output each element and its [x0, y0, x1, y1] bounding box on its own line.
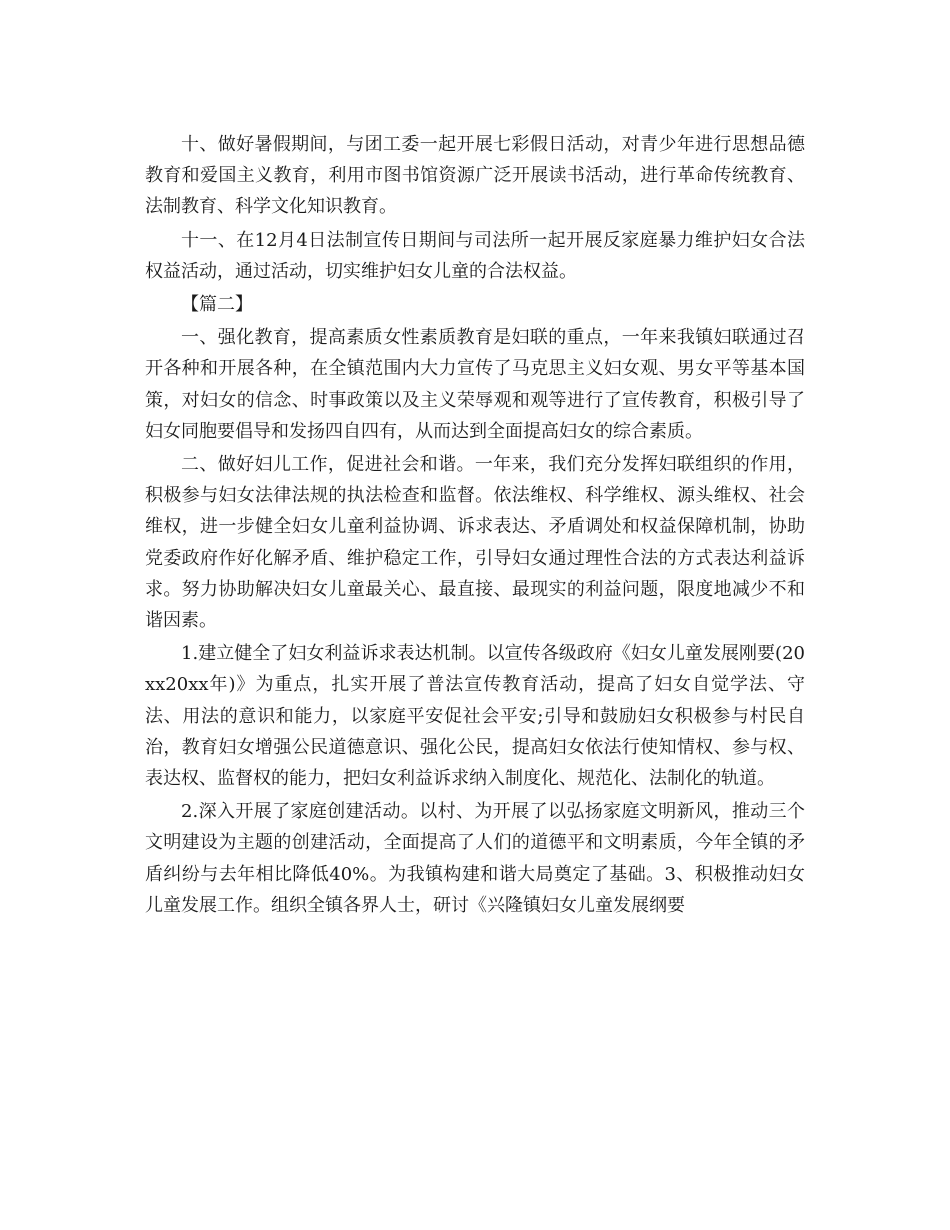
- paragraph-education: 一、强化教育，提高素质女性素质教育是妇联的重点，一年来我镇妇联通过召开各种和开展各种，在全镇范围内大力宣传了马克思主义妇女观、男女平等基本国策，对妇女的信念、时事政策以及主义荣辱观和观等进行了宣传教育，积极引导了妇女同胞要倡导和发扬四自四有，从而达到全面提高妇女的综合素质。: [145, 327, 805, 442]
- paragraph-family-creation: 2.深入开展了家庭创建活动。以村、为开展了以弘扬家庭文明新风，推动三个文明建设为主题的创建活动，全面提高了人们的道德平和文明素质，今年全镇的矛盾纠纷与去年相比降低40%。为我镇构建和谐大局奠定了基础。3、积极推动妇女儿童发展工作。组织全镇各界人士，研讨《兴隆镇妇女儿童发展纲要: [145, 801, 805, 916]
- paragraph-item-10: 十、做好暑假期间，与团工委一起开展七彩假日活动，对青少年进行思想品德教育和爱国主义教育，利用市图书馆资源广泛开展读书活动，进行革命传统教育、法制教育、科学文化知识教育。: [145, 134, 805, 218]
- paragraph-women-children-work: 二、做好妇儿工作，促进社会和谐。一年来，我们充分发挥妇联组织的作用，积极参与妇女法律法规的执法检查和监督。依法维权、科学维权、源头维权、社会维权，进一步健全妇女儿童利益协调、诉求表达、矛盾调处和权益保障机制，协助党委政府作好化解矛盾、维护稳定工作，引导妇女通过理性合法的方式表达利益诉求。努力协助解决妇女儿童最关心、最直接、最现实的利益问题，限度地减少不和谐因素。: [145, 454, 805, 632]
- document-body: [145, 129, 805, 923]
- paragraph-item-11: 十一、在12月4日法制宣传日期间与司法所一起开展反家庭暴力维护妇女合法权益活动，通过活动，切实维护妇女儿童的合法权益。: [145, 229, 805, 282]
- section-heading-part-two: 【篇二】: [181, 294, 253, 316]
- paragraph-appeal-mechanism: 1.建立健全了妇女利益诉求表达机制。以宣传各级政府《妇女儿童发展刚要(20xx20xx年)》为重点，扎实开展了普法宣传教育活动，提高了妇女自觉学法、守法、用法的意识和能力，以家庭平安促社会平安;引导和鼓励妇女积极参与村民自治，教育妇女增强公民道德意识、强化公民，提高妇女依法行使知情权、参与权、表达权、监督权的能力，把妇女利益诉求纳入制度化、规范化、法制化的轨道。: [145, 643, 805, 790]
